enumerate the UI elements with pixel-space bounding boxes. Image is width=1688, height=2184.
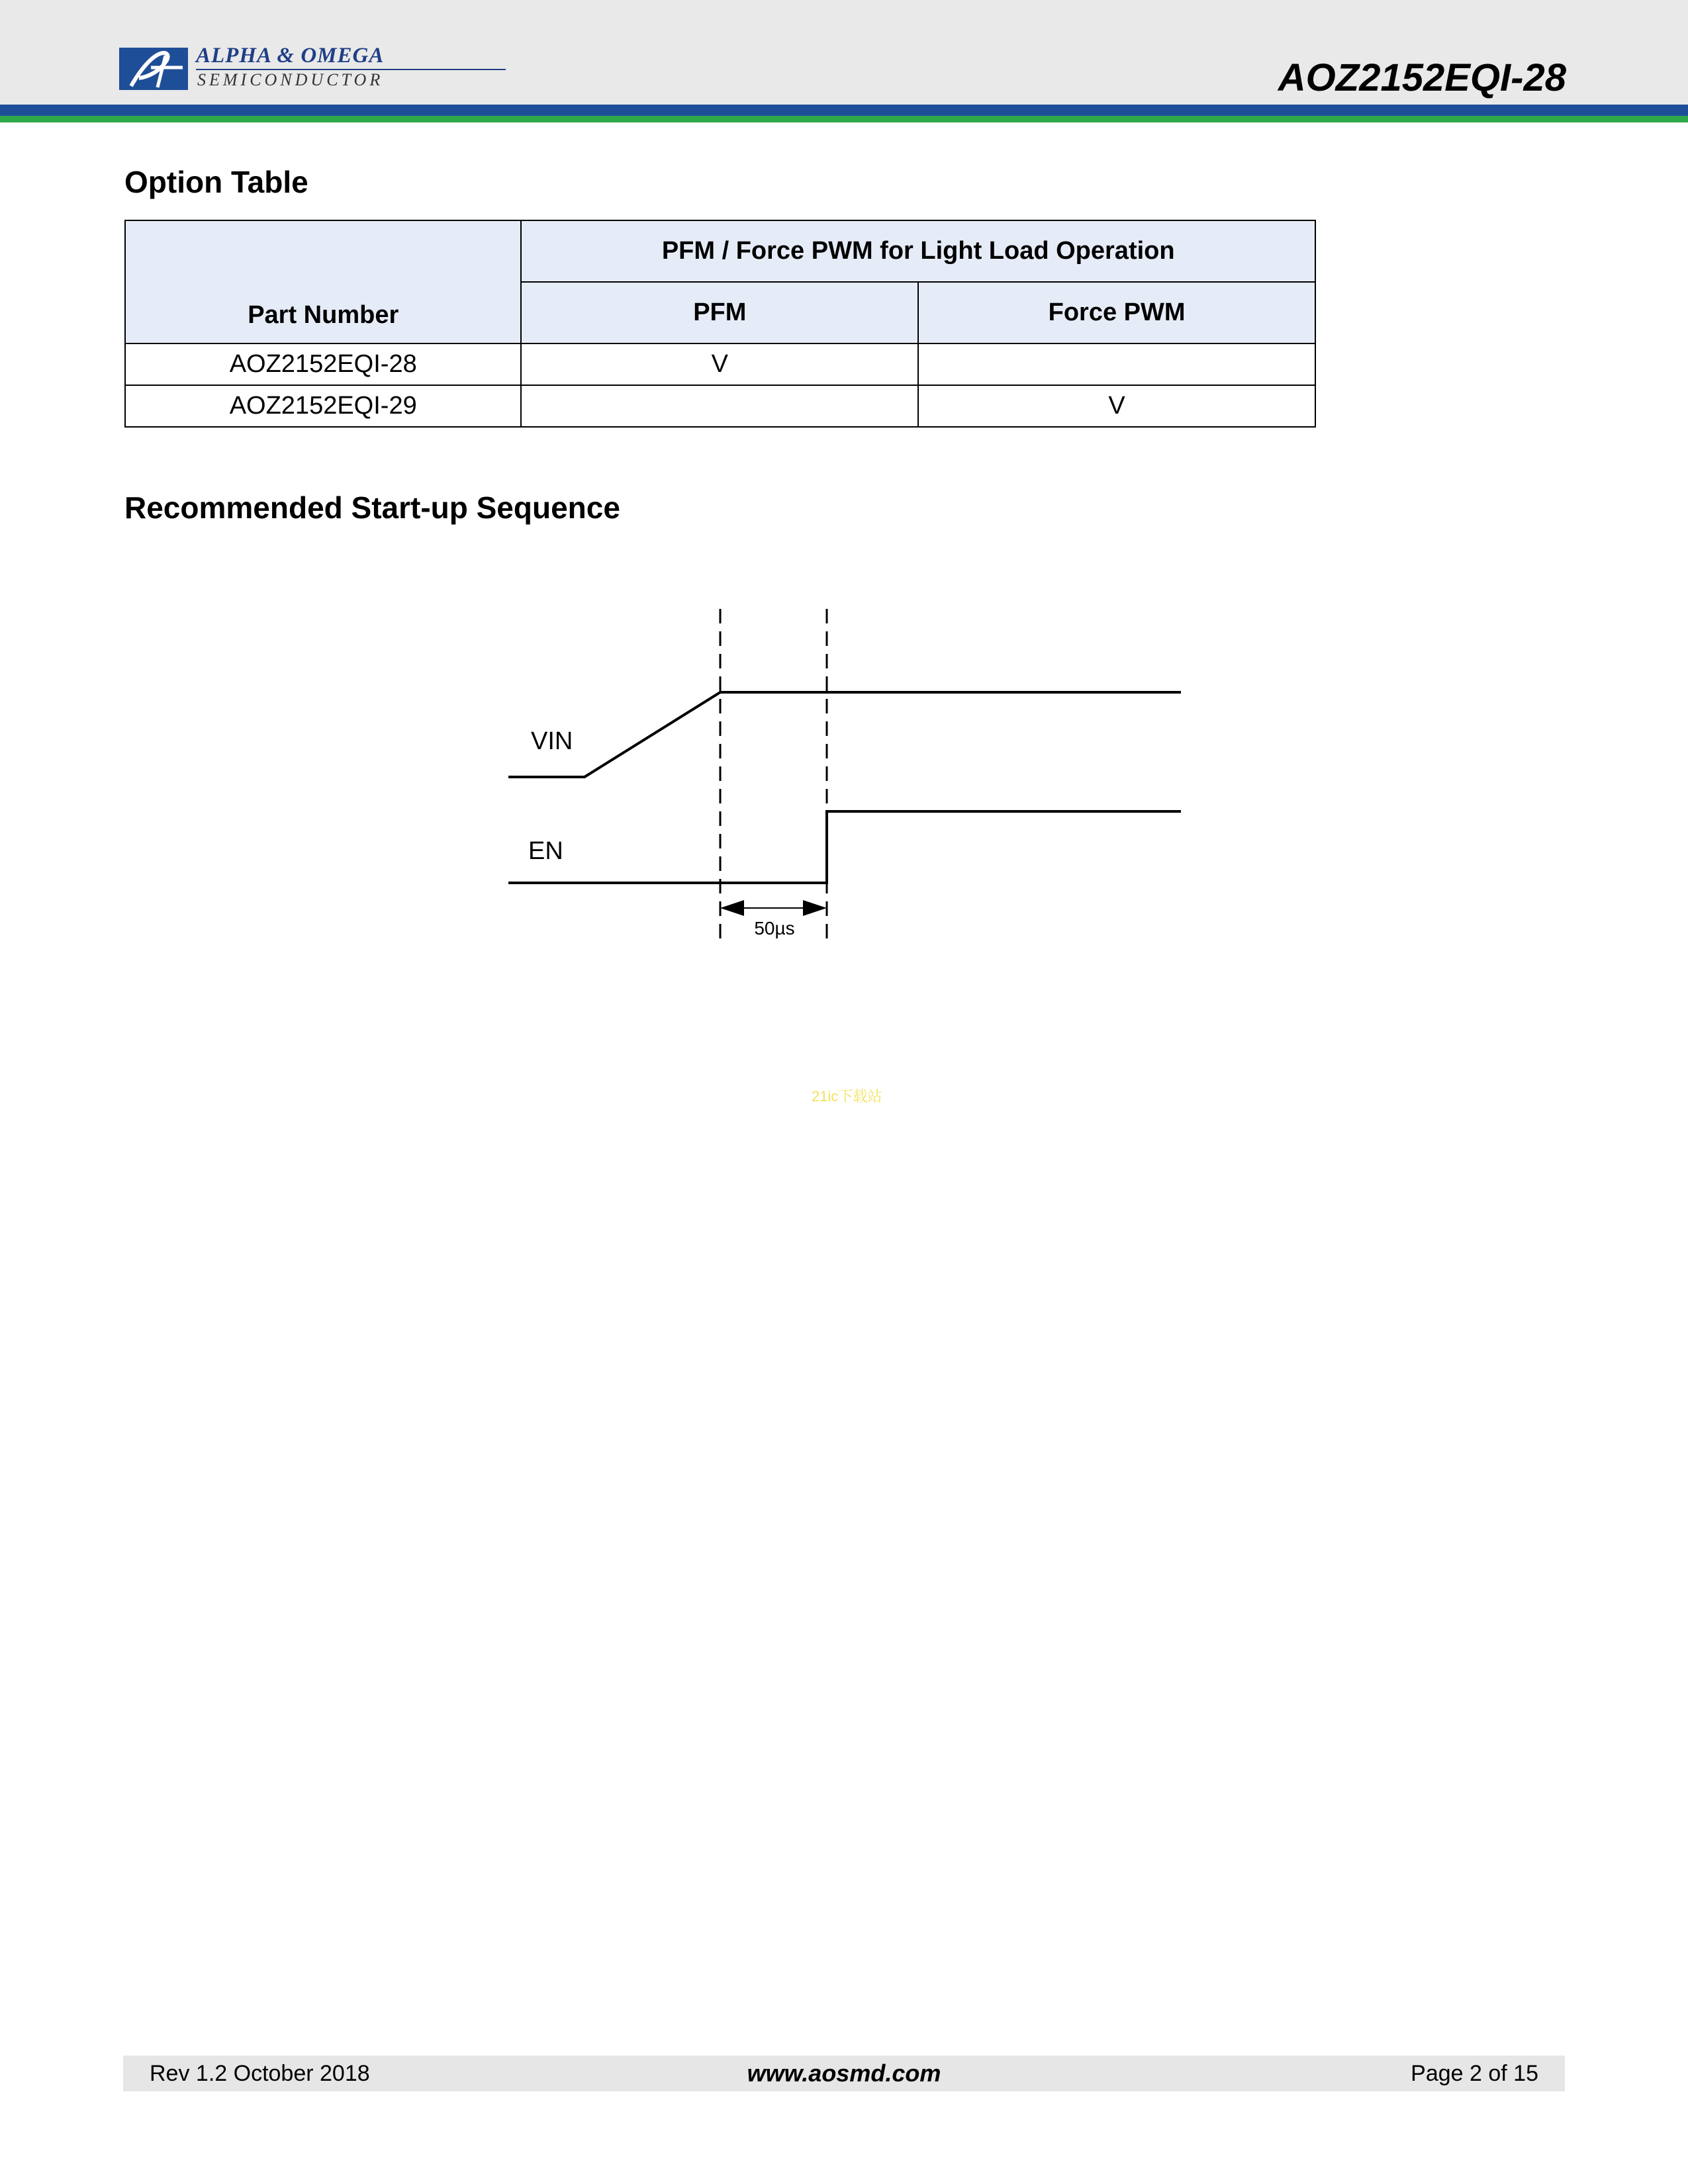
revision-text: Rev 1.2 October 2018 [150, 2061, 370, 2086]
cell-part: AOZ2152EQI-28 [125, 343, 521, 385]
header-part-number: Part Number [125, 220, 521, 343]
page-header [0, 0, 1688, 105]
company-logo [119, 44, 410, 94]
cell-part: AOZ2152EQI-29 [125, 385, 521, 427]
en-label: EN [528, 837, 563, 865]
header-pfm: PFM [521, 282, 918, 343]
delay-label: 50µs [754, 918, 795, 938]
logo-mark-icon [119, 48, 188, 90]
logo-text-subtitle: SEMICONDUCTOR [197, 70, 384, 89]
header-band-green [0, 116, 1688, 122]
option-table-title: Option Table [124, 165, 308, 199]
header-force-pwm: Force PWM [918, 282, 1315, 343]
delay-arrow-left-icon [720, 900, 744, 916]
header-light-load-operation: PFM / Force PWM for Light Load Operation [521, 220, 1315, 282]
startup-sequence-title: Recommended Start-up Sequence [124, 490, 620, 525]
document-title: AOZ2152EQI-28 [1278, 56, 1566, 99]
website-link[interactable]: www.aosmd.com [747, 2060, 941, 2087]
cell-pfm: V [521, 343, 918, 385]
en-waveform [508, 811, 1181, 883]
vin-label: VIN [531, 727, 573, 755]
startup-timing-diagram [490, 596, 1218, 953]
cell-force-pwm: V [918, 385, 1315, 427]
page-number: Page 2 of 15 [1411, 2061, 1538, 2086]
vin-waveform [508, 692, 1181, 777]
delay-arrow-right-icon [803, 900, 827, 916]
cell-pfm [521, 385, 918, 427]
page-footer [123, 2056, 1565, 2091]
header-band-blue [0, 105, 1688, 116]
option-table [124, 220, 1316, 428]
table-row [125, 385, 1315, 427]
table-row [125, 343, 1315, 385]
watermark: 21ic下载站 [812, 1088, 882, 1105]
logo-text-company: ALPHA & OMEGA [196, 44, 385, 68]
cell-force-pwm [918, 343, 1315, 385]
